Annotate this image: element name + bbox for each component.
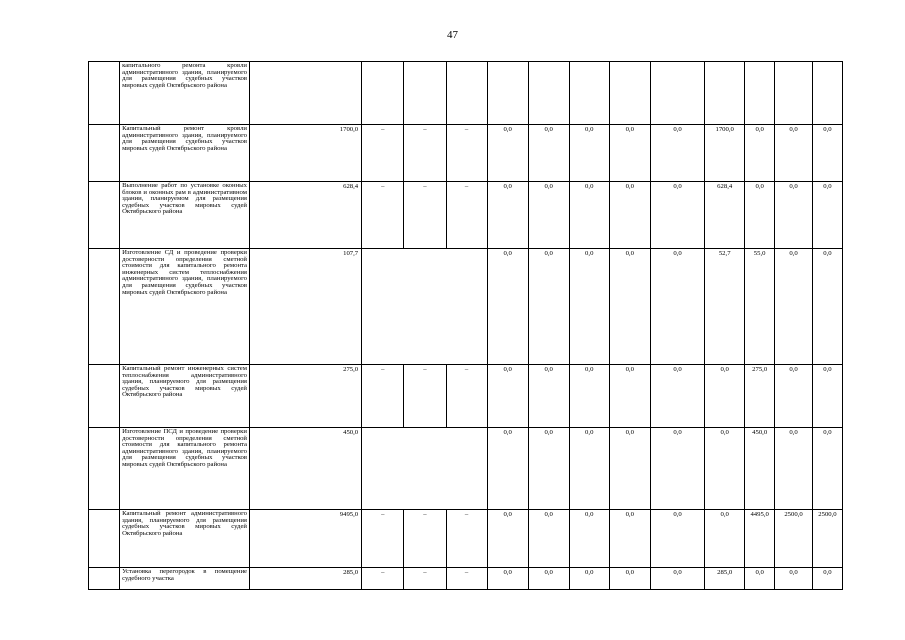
value-cell: 0,0 xyxy=(569,510,609,568)
value-cell: 0,0 xyxy=(775,365,813,428)
value-cell: 0,0 xyxy=(528,428,569,510)
value-cell: 450,0 xyxy=(745,428,775,510)
merged-empty-cell xyxy=(362,428,487,510)
value-cell: 0,0 xyxy=(775,249,813,365)
value-cell xyxy=(362,62,404,125)
value-cell: – xyxy=(446,182,487,249)
value-cell: 0,0 xyxy=(775,125,813,182)
value-cell: – xyxy=(362,365,404,428)
event-description-cell: Выполнение работ по установке оконных блоков и оконных рам в административном здании, планируемом для размещения судебных участков мировых судей Октябрьского района xyxy=(120,182,250,249)
table-row xyxy=(89,365,843,428)
value-cell: 0,0 xyxy=(705,365,745,428)
value-cell: 0,0 xyxy=(650,365,704,428)
event-description-cell: Капитальный ремонт административного здания, планируемого для размещения судебных участков мировых судей Октябрьского района xyxy=(120,510,250,568)
table-row xyxy=(89,249,843,365)
row-number-cell xyxy=(89,125,120,182)
value-cell xyxy=(609,62,650,125)
value-cell: – xyxy=(362,182,404,249)
value-cell xyxy=(528,62,569,125)
value-cell: – xyxy=(404,510,446,568)
value-cell: 0,0 xyxy=(705,510,745,568)
value-cell: 0,0 xyxy=(812,568,842,590)
value-cell: 0,0 xyxy=(487,365,528,428)
value-cell: 0,0 xyxy=(528,249,569,365)
value-cell xyxy=(705,62,745,125)
row-number-cell xyxy=(89,249,120,365)
value-cell: – xyxy=(362,510,404,568)
row-number-cell xyxy=(89,510,120,568)
value-cell: 52,7 xyxy=(705,249,745,365)
value-cell: 0,0 xyxy=(487,510,528,568)
merged-empty-cell xyxy=(362,249,487,365)
value-cell: 0,0 xyxy=(775,568,813,590)
program-funding-table xyxy=(88,61,843,590)
value-cell: 0,0 xyxy=(487,182,528,249)
value-cell: 2500,0 xyxy=(812,510,842,568)
table-row xyxy=(89,428,843,510)
total-cell: 628,4 xyxy=(250,182,362,249)
value-cell: 0,0 xyxy=(569,125,609,182)
event-description-cell: Капитальный ремонт кровли административного здания, планируемого для размещения судебных участков мировых судей Октябрьского района xyxy=(120,125,250,182)
row-number-cell xyxy=(89,62,120,125)
value-cell: – xyxy=(404,182,446,249)
value-cell: 0,0 xyxy=(812,249,842,365)
value-cell: 0,0 xyxy=(812,365,842,428)
value-cell: – xyxy=(446,568,487,590)
value-cell: 0,0 xyxy=(609,365,650,428)
event-description-cell: капитального ремонта кровли административного здания, планируемого для размещения судебных участков мировых судей Октябрьского района xyxy=(120,62,250,125)
value-cell: 0,0 xyxy=(650,510,704,568)
total-cell: 1700,0 xyxy=(250,125,362,182)
value-cell: 0,0 xyxy=(528,510,569,568)
value-cell xyxy=(487,62,528,125)
event-description-cell: Изготовление ПСД и проведение проверки достоверности определения сметной стоимости для капитального ремонта административного здания, планируемого для размещения судебных участков мировых судей Октябрьского района xyxy=(120,428,250,510)
value-cell: 0,0 xyxy=(528,182,569,249)
value-cell: 0,0 xyxy=(569,365,609,428)
value-cell: 0,0 xyxy=(487,568,528,590)
value-cell xyxy=(775,62,813,125)
value-cell: 0,0 xyxy=(569,568,609,590)
value-cell: 0,0 xyxy=(812,182,842,249)
value-cell: 0,0 xyxy=(487,249,528,365)
value-cell xyxy=(812,62,842,125)
value-cell: 0,0 xyxy=(650,568,704,590)
value-cell xyxy=(404,62,446,125)
event-description-cell: Изготовление СД и проведение проверки достоверности определения сметной стоимости для капитального ремонта инженерных систем теплоснабжения административного здания, планируемого для размещения судебных участков мировых судей Октябрьского района xyxy=(120,249,250,365)
value-cell: 0,0 xyxy=(745,182,775,249)
total-cell: 450,0 xyxy=(250,428,362,510)
value-cell: 0,0 xyxy=(609,125,650,182)
value-cell: 0,0 xyxy=(745,125,775,182)
value-cell: 0,0 xyxy=(609,568,650,590)
total-cell: 107,7 xyxy=(250,249,362,365)
value-cell: – xyxy=(446,365,487,428)
total-cell xyxy=(250,62,362,125)
value-cell: 275,0 xyxy=(745,365,775,428)
value-cell xyxy=(650,62,704,125)
value-cell: 0,0 xyxy=(650,182,704,249)
value-cell: 0,0 xyxy=(569,249,609,365)
row-number-cell xyxy=(89,568,120,590)
value-cell: – xyxy=(404,568,446,590)
value-cell: – xyxy=(404,125,446,182)
value-cell: – xyxy=(446,510,487,568)
value-cell: – xyxy=(362,125,404,182)
value-cell: 0,0 xyxy=(775,182,813,249)
value-cell: 0,0 xyxy=(528,568,569,590)
table-row xyxy=(89,62,843,125)
table-row xyxy=(89,568,843,590)
value-cell: 0,0 xyxy=(609,510,650,568)
value-cell: 0,0 xyxy=(650,125,704,182)
page-number: 47 xyxy=(447,29,458,41)
value-cell: 0,0 xyxy=(609,249,650,365)
row-number-cell xyxy=(89,182,120,249)
value-cell: 2500,0 xyxy=(775,510,813,568)
value-cell: 1700,0 xyxy=(705,125,745,182)
value-cell: 0,0 xyxy=(569,182,609,249)
value-cell: – xyxy=(404,365,446,428)
value-cell: 4495,0 xyxy=(745,510,775,568)
value-cell: 0,0 xyxy=(745,568,775,590)
value-cell xyxy=(446,62,487,125)
value-cell: 628,4 xyxy=(705,182,745,249)
value-cell: 0,0 xyxy=(775,428,813,510)
value-cell: 0,0 xyxy=(487,125,528,182)
value-cell: 0,0 xyxy=(705,428,745,510)
value-cell: 0,0 xyxy=(609,182,650,249)
value-cell: 0,0 xyxy=(812,125,842,182)
value-cell: 0,0 xyxy=(812,428,842,510)
value-cell: 285,0 xyxy=(705,568,745,590)
row-number-cell xyxy=(89,428,120,510)
value-cell: 0,0 xyxy=(528,365,569,428)
value-cell: 0,0 xyxy=(650,428,704,510)
table-row xyxy=(89,125,843,182)
value-cell: 0,0 xyxy=(487,428,528,510)
total-cell: 285,0 xyxy=(250,568,362,590)
value-cell: 0,0 xyxy=(528,125,569,182)
row-number-cell xyxy=(89,365,120,428)
value-cell xyxy=(745,62,775,125)
value-cell: 0,0 xyxy=(609,428,650,510)
value-cell: 55,0 xyxy=(745,249,775,365)
value-cell xyxy=(569,62,609,125)
value-cell: – xyxy=(362,568,404,590)
total-cell: 9495,0 xyxy=(250,510,362,568)
value-cell: 0,0 xyxy=(650,249,704,365)
table-row xyxy=(89,182,843,249)
event-description-cell: Установка перегородок в помещение судебного участка xyxy=(120,568,250,590)
value-cell: – xyxy=(446,125,487,182)
event-description-cell: Капитальный ремонт инженерных систем теплоснабжения административного здания, планируемого для размещения судебных участков мировых судей Октябрьского района xyxy=(120,365,250,428)
table-row xyxy=(89,510,843,568)
value-cell: 0,0 xyxy=(569,428,609,510)
total-cell: 275,0 xyxy=(250,365,362,428)
